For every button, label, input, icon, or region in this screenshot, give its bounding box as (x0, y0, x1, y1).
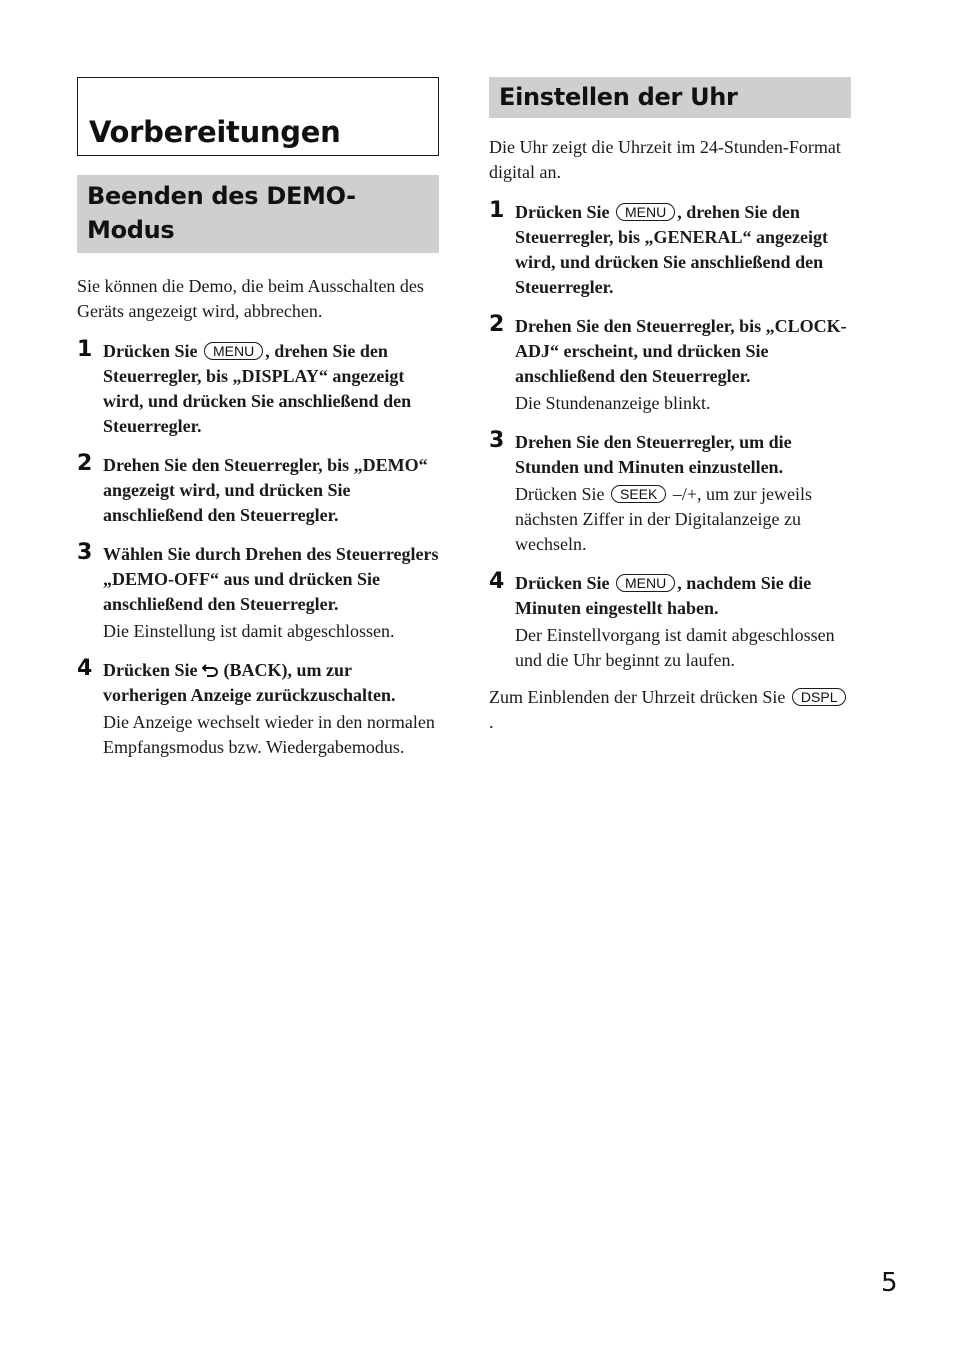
step-number: 1 (489, 198, 505, 223)
step-text: (BACK), um zur vorherigen Anzeige zurückzuschalten. (103, 660, 396, 705)
clock-step-4 (489, 571, 851, 673)
step-number: 3 (77, 540, 93, 565)
step-text: , drehen Sie den Steuerregler, bis „DISPLAY“ angezeigt wird, und drücken Sie anschließend den Steuerregler. (103, 341, 412, 436)
back-arrow-icon (201, 662, 221, 678)
chapter-header (77, 77, 439, 156)
step-number: 2 (77, 451, 93, 476)
menu-button-label: MENU (616, 203, 675, 221)
step-instruction: Wählen Sie durch Drehen des Steuerreglers „DEMO-OFF“ aus und drücken Sie anschließend den Steuerregler. (103, 544, 439, 614)
right-column (489, 77, 851, 735)
step-note: Die Einstellung ist damit abgeschlossen. (103, 621, 395, 641)
clock-steps (489, 200, 851, 673)
left-column (77, 77, 439, 760)
demo-step-3 (77, 542, 439, 644)
step-instruction: Drehen Sie den Steuerregler, bis „DEMO“ angezeigt wird, und drücken Sie anschließend den Steuerregler. (103, 455, 428, 525)
step-instruction: Drehen Sie den Steuerregler, bis „CLOCK-ADJ“ erscheint, und drücken Sie anschließend den Steuerregler. (515, 316, 847, 386)
page-number: 5 (881, 1268, 898, 1298)
step-instruction (515, 200, 851, 300)
clock-section-heading: Einstellen der Uhr (489, 77, 851, 118)
step-note: Der Einstellvorgang ist damit abgeschlossen und die Uhr beginnt zu laufen. (515, 625, 835, 670)
step-instruction: Drehen Sie den Steuerregler, um die Stunden und Minuten einzustellen. (515, 432, 792, 477)
step-instruction (515, 571, 851, 621)
step-number: 3 (489, 428, 505, 453)
demo-steps (77, 339, 439, 760)
step-text: Drücken Sie (515, 202, 610, 222)
step-text: , nachdem Sie die Minuten eingestellt haben. (515, 573, 812, 618)
dspl-button-label: DSPL (792, 688, 847, 706)
menu-button-label: MENU (204, 342, 263, 360)
demo-step-1 (77, 339, 439, 439)
step-instruction (103, 658, 439, 708)
step-number: 4 (489, 569, 505, 594)
step-text: –/+, um zur jeweils nächsten Ziffer in der Digitalanzeige zu wechseln. (515, 484, 812, 554)
step-note: Die Stundenanzeige blinkt. (515, 393, 711, 413)
step-text: , drehen Sie den Steuerregler, bis „GENERAL“ angezeigt wird, und drücken Sie anschließend den Steuerregler. (515, 202, 828, 297)
demo-step-2 (77, 453, 439, 528)
seek-button-label: SEEK (611, 485, 666, 503)
step-number: 2 (489, 312, 505, 337)
clock-step-1 (489, 200, 851, 300)
step-text: Drücken Sie (515, 573, 610, 593)
chapter-title: Vorbereitungen (89, 115, 341, 149)
clock-step-3 (489, 430, 851, 557)
step-text: Drücken Sie (515, 484, 605, 504)
demo-section-heading: Beenden des DEMO-Modus (77, 175, 439, 253)
outro-text: . (489, 712, 494, 732)
menu-button-label: MENU (616, 574, 675, 592)
step-number: 1 (77, 337, 93, 362)
demo-step-4 (77, 658, 439, 760)
step-text: Drücken Sie (103, 341, 198, 361)
step-note: Die Anzeige wechselt wieder in den normalen Empfangsmodus bzw. Wiedergabemodus. (103, 712, 435, 757)
step-number: 4 (77, 656, 93, 681)
demo-intro: Sie können die Demo, die beim Ausschalten des Geräts angezeigt wird, abbrechen. (77, 276, 424, 321)
clock-step-2 (489, 314, 851, 416)
outro-text: Zum Einblenden der Uhrzeit drücken Sie (489, 687, 786, 707)
clock-outro (489, 685, 851, 735)
step-instruction (103, 339, 439, 439)
step-text: Drücken Sie (103, 660, 198, 680)
clock-intro: Die Uhr zeigt die Uhrzeit im 24-Stunden-Format digital an. (489, 137, 841, 182)
step-note (515, 482, 851, 557)
